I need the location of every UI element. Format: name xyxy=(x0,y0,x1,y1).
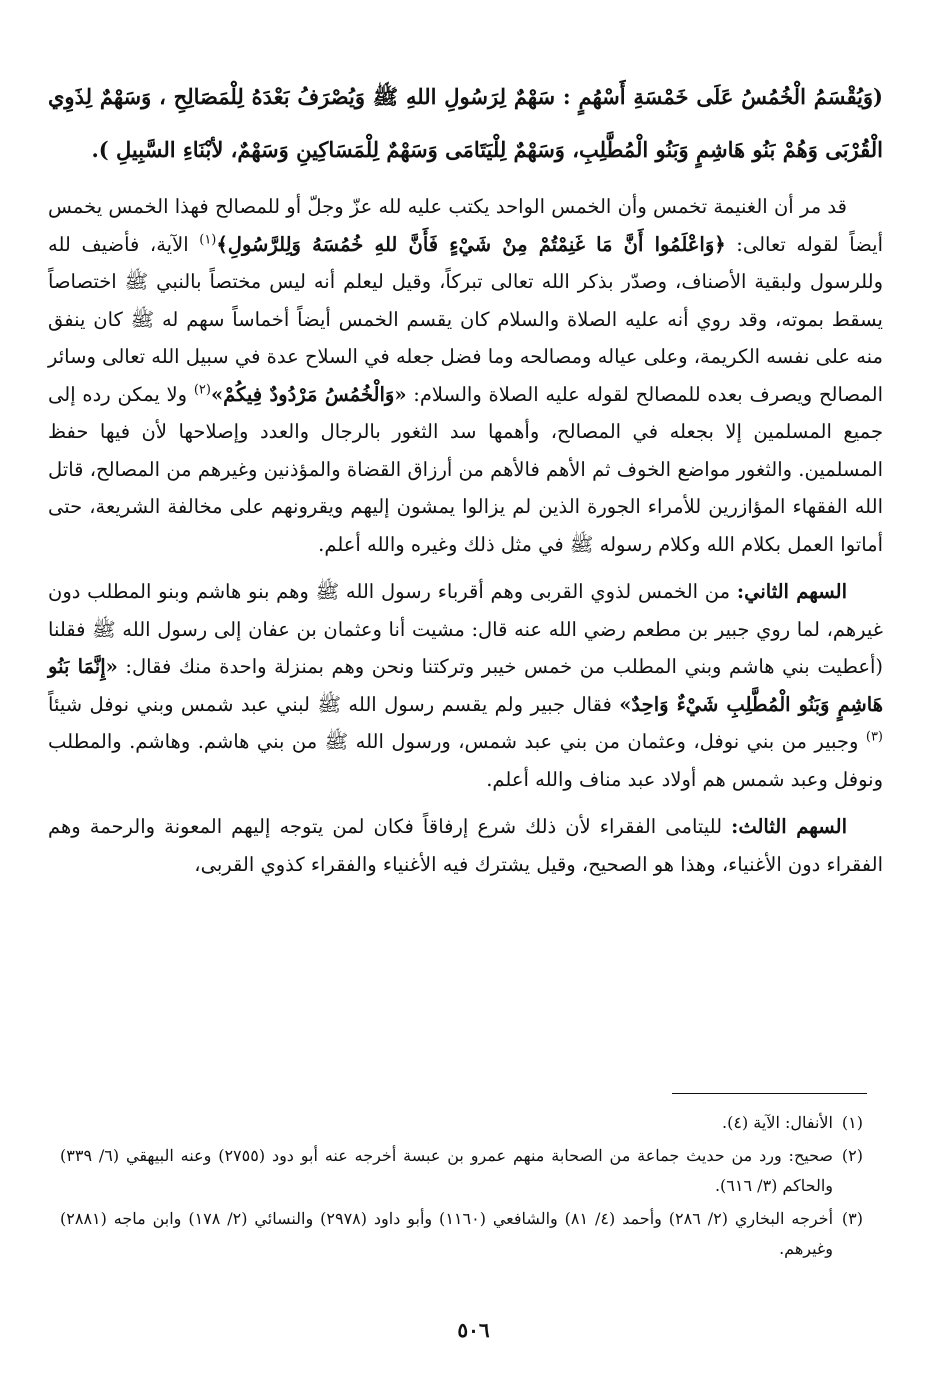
section-heading-third-share: السهم الثالث: xyxy=(731,815,847,838)
footnote-2 xyxy=(60,1141,863,1201)
hadith-quote-2: «إِنَّمَا بَنُو هَاشِمٍ وَبَنُو الْمُطَّلِبِ شَيْءٌ وَاحِدٌ» xyxy=(48,655,883,716)
hadith-quote-1: «وَالْخُمُسُ مَرْدُودٌ فِيكُمْ» xyxy=(210,382,407,406)
para1-text-b: الآية، فأضيف لله وللرسول ولبقية الأصناف، وصدّر بذكر الله تعالى تبركاً، وقيل ليعلم أنه ليس مختصاً بالنبي ﷺ اختصاصاً يسقط بموته، وقد روي أنه عليه الصلاة والسلام كان يقسم الخمس أيضاً أخماساً سهم له ﷺ كان ينفق منه على نفسه الكريمة، وعلى عياله ومصالحه وما فضل جعله في السلاح عدة في سبيل الله تعالى وسائر المصالح ويصرف بعده للمصالح لقوله عليه الصلاة والسلام: xyxy=(48,232,883,406)
para2-text-c: وجبير من بني نوفل، وعثمان من بني عبد شمس، ورسول الله ﷺ من بني هاشم. وهاشم. والمطلب ونوفل وعبد شمس هم أولاد عبد مناف والله أعلم. xyxy=(48,730,883,791)
section-heading-second-share: السهم الثاني: xyxy=(736,580,848,603)
main-text xyxy=(48,70,883,893)
commentary-paragraph-1 xyxy=(48,188,883,563)
footnote-2-text: صحيح: ورد من حديث جماعة من الصحابة منهم عمرو بن عبسة أخرجه عنه أبو دود (٢٧٥٥) وعنه البيهقي (٦/ ٣٣٩) والحاكم (٣/ ٦١٦). xyxy=(60,1146,834,1195)
page-number: ٥٠٦ xyxy=(457,1318,490,1342)
para3-text: لليتامى الفقراء لأن ذلك شرع إرفاقاً فكان لمن يتوجه إليهم المعونة والرحمة وهم الفقراء دون الأغنياء، وهذا هو الصحيح، وقيل يشترك فيه الأغنياء والفقراء كذوي القربى، xyxy=(48,815,883,876)
footnote-divider xyxy=(672,1093,867,1094)
quran-quote: ﴿وَاعْلَمُوا أَنَّ مَا غَنِمْتُمْ مِنْ شَيْءٍ فَأَنَّ للهِ خُمُسَهُ وَلِلرَّسُولِ﴾ xyxy=(216,232,726,256)
footnote-2-number: (٢) xyxy=(841,1146,863,1165)
footnotes xyxy=(60,1108,863,1267)
para1-text-c: ولا يمكن رده إلى جميع المسلمين إلا بجعله في المصالح، وأهمها سد الثغور بالرجال والعدد وإصلاحها لأن فيها حفظ المسلمين. والثغور مواضع الخوف ثم الأهم فالأهم من أرزاق القضاة والمؤذنين وغيرهم من المصالح، قاتل الله الفقهاء المؤازرين للأمراء الجورة الذين لم يزالوا يمشون إليهم ويقرونهم على مخالفة الشريعة، حتى أماتوا العمل بكلام الله وكلام رسوله ﷺ في مثل ذلك وغيره والله أعلم. xyxy=(48,382,883,556)
para2-text-a: من الخمس لذوي القربى وهم أقرباء رسول الله ﷺ وهم بنو هاشم وبنو المطلب دون غيرهم، لما روي جبير بن مطعم رضي الله عنه قال: مشيت أنا وعثمان بن عفان إلى رسول الله ﷺ فقلنا (أعطيت بني هاشم وبني المطلب من خمس خيبر وتركتنا ونحن وهم بمنزلة واحدة منك فقال: xyxy=(48,580,884,678)
commentary-paragraph-2 xyxy=(48,573,883,798)
footnote-marker-3: (٣) xyxy=(865,729,883,745)
matn-paragraph: (وَيُقْسَمُ الْخُمُسُ عَلَى خَمْسَةِ أَسْهُمٍ : سَهْمٌ لِرَسُولِ اللهِ ﷺ وَيُصْرَفُ بَعْدَهُ لِلْمَصَالِحِ ، وَسَهْمٌ لِذَوِي الْقُرْبَى وَهُمْ بَنُو هَاشِمٍ وَبَنُو الْمُطَّلِبِ، وَسَهْمٌ لِلْيَتَامَى وَسَهْمٌ لِلْمَسَاكِينِ وَسَهْمٌ، لأبْنَاءِ السَّبِيلِ ). xyxy=(48,84,883,162)
footnote-1-number: (١) xyxy=(841,1113,863,1132)
footnote-3-text: أخرجه البخاري (٢/ ٢٨٦) وأحمد (٤/ ٨١) والشافعي (١١٦٠) وأبو داود (٢٩٧٨) والنسائي (٢/ ١٧٨) وابن ماجه (٢٨٨١) وغيرهم. xyxy=(60,1209,834,1258)
commentary-paragraph-3 xyxy=(48,808,883,883)
footnote-marker-1: (١) xyxy=(199,232,217,247)
para1-text-a: قد مر أن الغنيمة تخمس وأن الخمس الواحد يكتب عليه لله عزّ وجلّ أو للمصالح فهذا الخمس يخمس أيضاً لقوله تعالى: xyxy=(48,195,883,256)
footnote-marker-2: (٢) xyxy=(193,382,211,397)
footnote-3-number: (٣) xyxy=(841,1209,863,1228)
footnote-1 xyxy=(60,1108,863,1138)
footnote-1-text: الأنفال: الآية (٤). xyxy=(722,1113,833,1132)
footnote-3 xyxy=(60,1204,863,1264)
para2-text-b: فقال جبير ولم يقسم رسول الله ﷺ لبني عبد شمس وبني نوفل شيئاً xyxy=(48,692,612,716)
